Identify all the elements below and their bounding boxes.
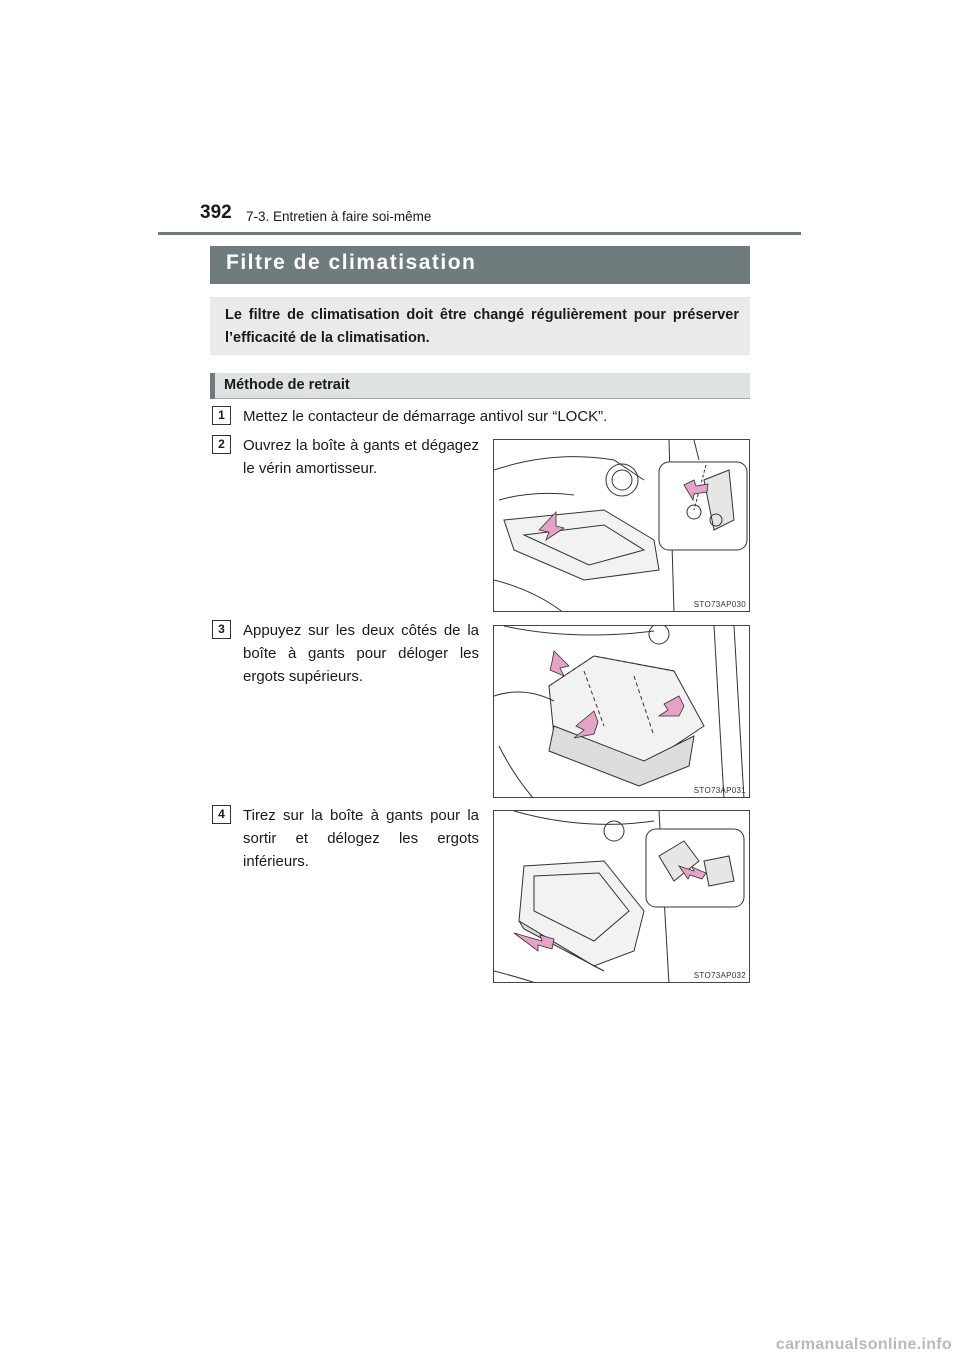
step-number-2: 2: [212, 435, 231, 454]
page-title: Filtre de climatisation: [226, 251, 477, 274]
step-text-4: Tirez sur la boîte à gants pour la sortir et délogez les ergots inférieurs.: [243, 807, 479, 870]
section-label: 7-3. Entretien à faire soi-même: [246, 209, 432, 224]
figure-code: STO73AP032: [693, 971, 746, 980]
page-number: 392: [200, 202, 232, 223]
step-number-1: 1: [212, 406, 231, 425]
glovebox-remove-illustration: [494, 811, 750, 983]
arrow-icon: [550, 651, 569, 676]
figure-glovebox-squeeze: [493, 625, 750, 798]
subsection-accent: [210, 373, 215, 399]
figure-code: STO73AP031: [693, 786, 746, 795]
figure-glovebox-open: [493, 439, 750, 612]
step-number-4: 4: [212, 805, 231, 824]
step-number-3: 3: [212, 620, 231, 639]
figure-code: STO73AP030: [693, 600, 746, 609]
watermark: carmanualsonline.info: [775, 1336, 952, 1353]
header-rule: [158, 232, 801, 235]
step-text-2: Ouvrez la boîte à gants et dégagez le vérin amortisseur.: [243, 437, 479, 477]
glovebox-open-illustration: [494, 440, 750, 612]
glovebox-squeeze-illustration: [494, 626, 750, 798]
intro-text: Le filtre de climatisation doit être changé régulièrement pour préserver l’efficacité de la climatisation.: [225, 307, 739, 346]
subsection-title: Méthode de retrait: [224, 377, 350, 393]
step-text-1: Mettez le contacteur de démarrage antivol sur “LOCK”.: [243, 408, 608, 425]
figure-glovebox-remove: [493, 810, 750, 983]
step-text-3: Appuyez sur les deux côtés de la boîte à gants pour déloger les ergots supérieurs.: [243, 622, 479, 685]
